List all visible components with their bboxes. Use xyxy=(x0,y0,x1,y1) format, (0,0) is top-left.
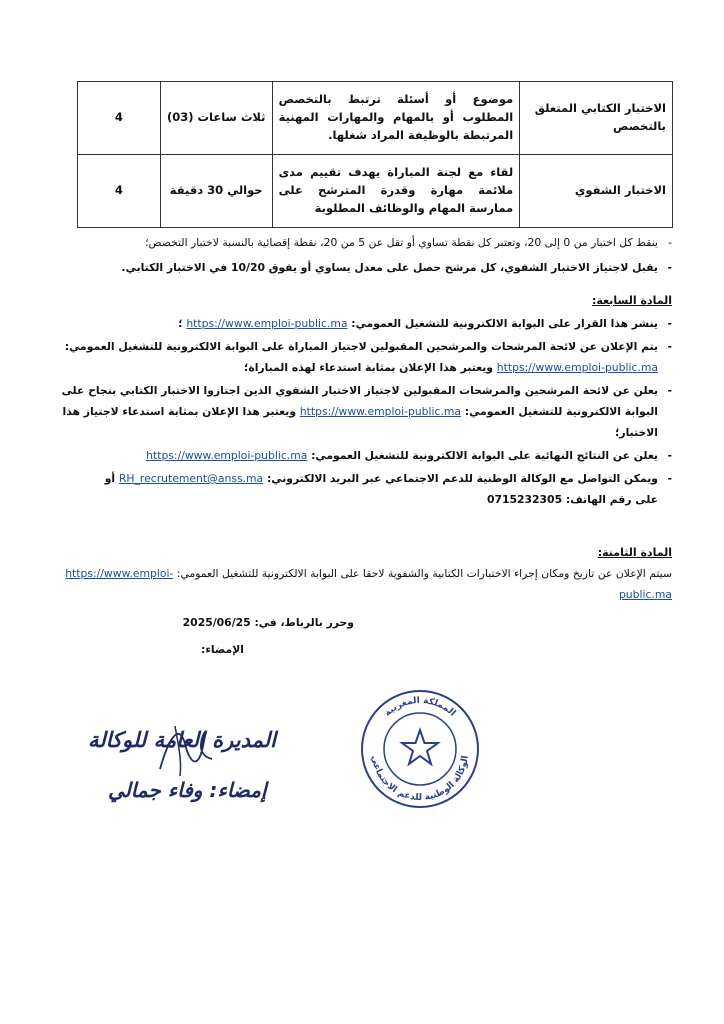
signature-block xyxy=(70,720,310,820)
portal-link[interactable]: https://www.emploi-public.ma xyxy=(496,361,658,374)
place-text: وحرر بالرباط، في: xyxy=(254,616,354,629)
stamp-top-text: المملكة المغربية xyxy=(382,695,458,719)
item-end: ويعتبر هذا الإعلان بمثابة استدعاء لاجتياز هذا الاختبار؛ xyxy=(62,405,658,439)
item-text: يعلن عن النتائج النهائية على البوابة الالكترونية للتشغيل العمومي: xyxy=(311,449,658,462)
date-text: 2025/06/25 xyxy=(182,616,251,629)
official-stamp xyxy=(358,686,482,812)
handwritten-signature xyxy=(150,714,220,784)
portal-link[interactable]: https://www.emploi-public.ma xyxy=(65,567,672,601)
item-text: ويمكن التواصل مع الوكالة الوطنية للدعم الاجتماعي عبر البريد الالكتروني: xyxy=(266,472,658,485)
article-eight-body: سيتم الإعلان عن تاريخ ومكان إجراء الاختبارات الكتابية والشفوية لاحقا على البوابة الالكترونية للتشغيل العمومي: xyxy=(176,567,672,580)
item-end: ويعتبر هذا الإعلان بمثابة استدعاء لهذه المباراة؛ xyxy=(244,361,494,374)
item-text: يعلن عن لائحة المرشحين والمرشحات المقبولين لاجتياز الاختبار الشفوي الذين اجتازوا الاختبار الكتابي بنجاح على البوابة الالكترونية للتشغيل العمومي: xyxy=(61,384,658,418)
item-text: يتم الإعلان عن لائحة المرشحات والمرشحين المقبولين لاجتياز المباراة على البوابة الالكترونية للتشغيل العمومي: xyxy=(64,340,658,353)
signature-label: الإمضاء: xyxy=(201,643,244,656)
exam-description-cell: موضوع أو أسئلة ترتبط بالتخصص المطلوب أو بالمهام والمهارات المهنية المرتبطة بالوظيفة المراد شغلها. xyxy=(272,82,520,155)
exam-coefficient-cell: 4 xyxy=(78,155,161,228)
table-row xyxy=(78,82,673,155)
signature-title: المديرة العامة للوكالة xyxy=(88,728,276,752)
grading-notes xyxy=(72,232,672,278)
portal-link[interactable]: https://www.emploi-public.ma xyxy=(146,449,308,462)
article-seven xyxy=(52,290,672,510)
exam-name-cell: الاختبار الكتابي المتعلق بالتخصص xyxy=(520,82,673,155)
list-item xyxy=(52,313,672,334)
portal-link[interactable]: https://www.emploi-public.ma xyxy=(186,317,348,330)
exam-duration-cell: ثلاث ساعات (03) xyxy=(160,82,272,155)
article-seven-heading: المادة السابعة: xyxy=(591,294,672,307)
list-item xyxy=(52,468,672,510)
exam-duration-cell: حوالي 30 دقيقة xyxy=(160,155,272,228)
portal-link[interactable]: https://www.emploi-public.ma xyxy=(299,405,462,418)
signature-name: إمضاء: وفاء جمالي xyxy=(108,778,267,802)
stamp-bottom-text: الوكالة الوطنية للدعم الاجتماعي xyxy=(368,754,471,804)
exam-name-cell: الاختبار الشفوي xyxy=(520,155,673,228)
item-text: ينشر هذا القرار على البوابة الالكترونية للتشغيل العمومي: xyxy=(351,317,658,330)
article-eight xyxy=(52,542,672,605)
list-item xyxy=(52,336,672,378)
email-link[interactable]: RH_recrutement@anss.ma xyxy=(118,472,264,485)
svg-text:المملكة المغربية xyxy=(383,696,457,719)
note-item: - يقبل لاجتياز الاختبار الشفوي، كل مرشح حصل على معدل يساوي أو يفوق 10/20 في الاختبار الكتابي. xyxy=(72,257,672,278)
phone-label: على رقم الهاتف: xyxy=(565,493,658,506)
table-row xyxy=(78,155,673,228)
closing xyxy=(154,612,354,660)
item-end: ؛ xyxy=(178,317,183,330)
list-item xyxy=(52,380,672,443)
place-date xyxy=(154,612,354,633)
article-eight-text xyxy=(52,563,672,605)
list-item xyxy=(52,445,672,466)
exam-table xyxy=(77,81,673,228)
or-text: أو xyxy=(104,472,116,485)
note-item: - ينقط كل اختبار من 0 إلى 20، وتعتبر كل نقطة تساوي أو تقل عن 5 من 20، نقطة إقصائية بالنسبة لاختبار التخصص؛ xyxy=(72,232,672,253)
star-icon xyxy=(402,730,438,764)
phone-number: 0715232305 xyxy=(486,493,563,506)
article-eight-heading: المادة الثامنة: xyxy=(597,546,672,559)
exam-description-cell: لقاء مع لجنة المباراة يهدف تقييم مدى ملائمة مهارة وقدرة المترشح على ممارسة المهام والوظائف المطلوبة xyxy=(272,155,520,228)
exam-coefficient-cell: 4 xyxy=(78,82,161,155)
